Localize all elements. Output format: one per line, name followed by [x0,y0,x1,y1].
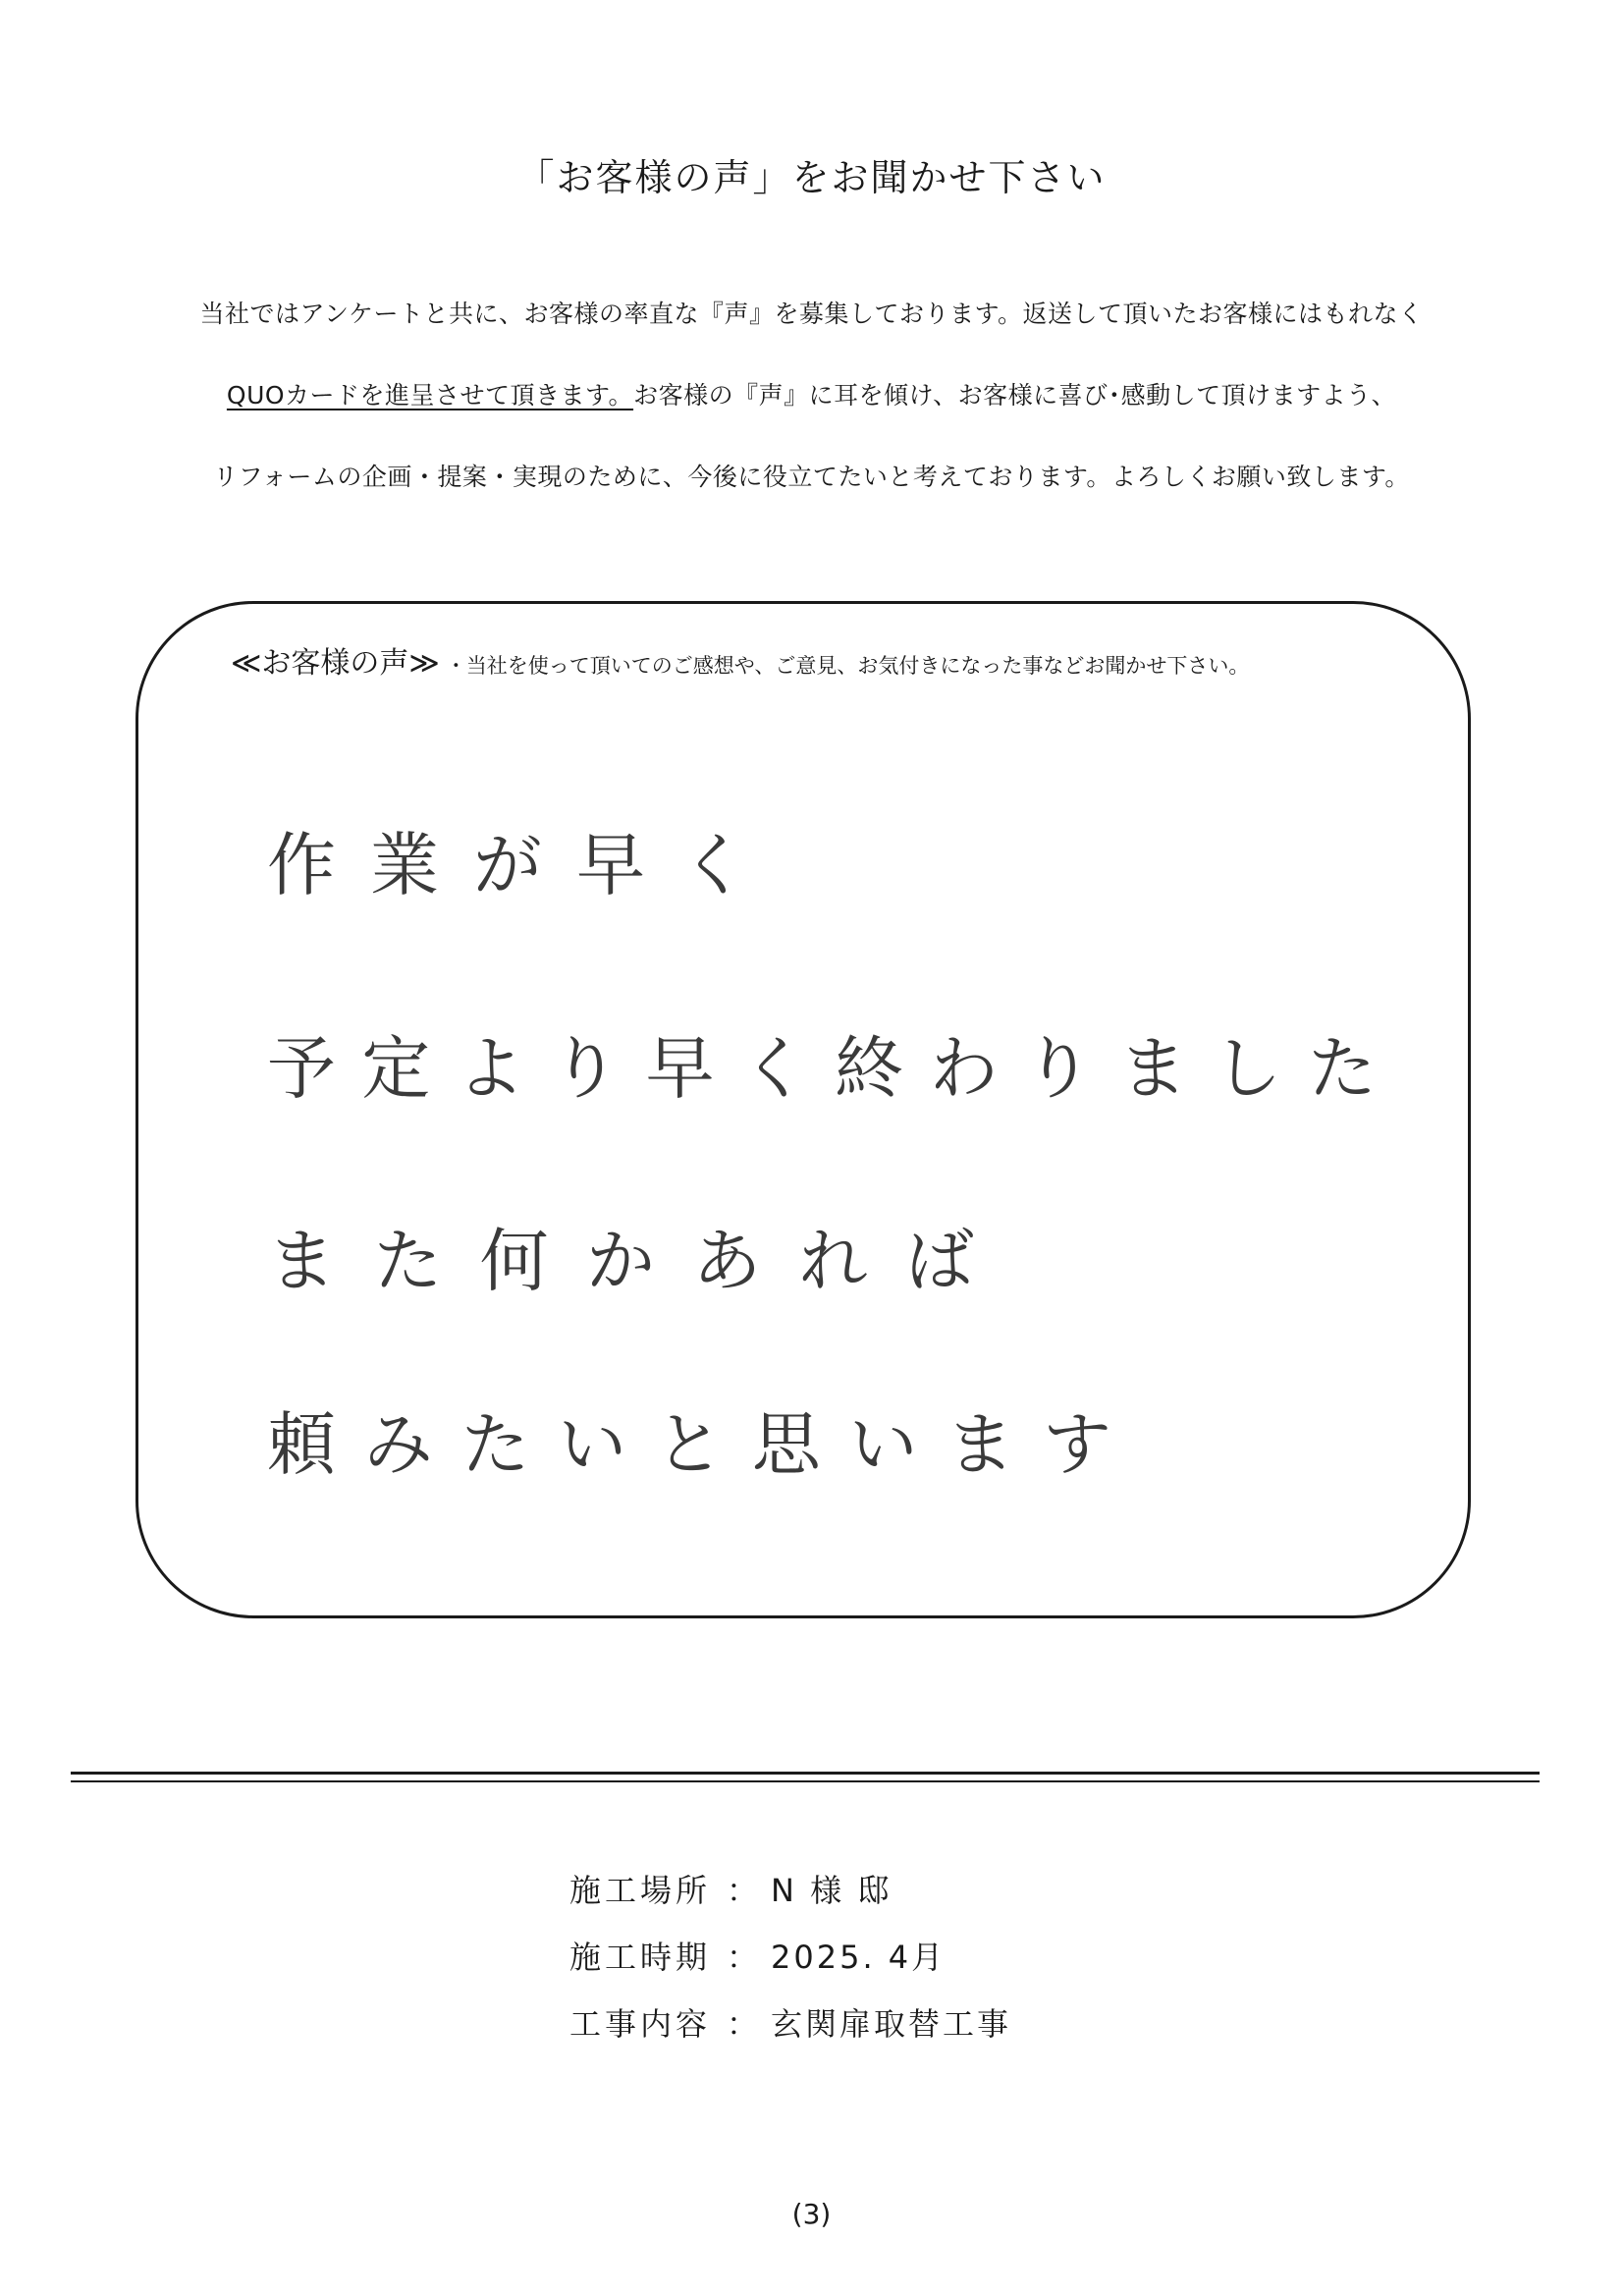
handwritten-line-2: 予定より早く終わりました [267,1028,1377,1109]
info-separator: ： [726,2005,761,2043]
info-value: N 様 邸 [771,1872,893,1909]
intro-line-1: 当社ではアンケートと共に、お客様の率直な『声』を募集しております。返送して頂いたお客様にはもれなく [199,300,1424,328]
handwritten-line-1: 作業が早く [267,825,748,905]
info-separator: ： [726,1872,761,1909]
info-label: 工事内容 [569,2005,712,2043]
info-separator: ： [726,1939,761,1976]
divider-line [71,1780,1540,1782]
info-row-work [569,1999,1011,2045]
customer-voice-box [135,601,1471,1618]
voice-heading: ≪お客様の声≫ [231,646,440,681]
info-label: 施工時期 [569,1939,712,1976]
quo-card-notice: QUOカードを進呈させて頂きます。 [226,381,634,410]
handwritten-line-3: また何かあれば [267,1221,974,1301]
voice-header [231,638,1249,682]
info-label: 施工場所 [569,1872,712,1909]
intro-line-2-rest: お客様の『声』に耳を傾け、お客様に喜び･感動して頂けますよう、 [633,381,1397,410]
intro-line-2 [0,376,1623,411]
info-row-period [569,1933,946,1978]
intro-line-3: リフォームの企画・提案・実現のために、今後に役立てたいと考えております。よろしくお願い致します。 [213,463,1410,491]
page-number: (3) [791,2198,832,2230]
handwritten-line-4: 頼みたいと思います [267,1404,1111,1485]
info-value: 玄関扉取替工事 [771,2005,1012,2043]
divider-line [71,1772,1540,1775]
page-title: 「お客様の声」をお聞かせ下さい [516,156,1107,199]
info-value: 2025. 4月 [771,1939,947,1976]
voice-subheading: ・当社を使って頂いてのご感想や、ご意見、お気付きになった事などお聞かせ下さい。 [445,654,1250,678]
info-row-location [569,1866,892,1911]
